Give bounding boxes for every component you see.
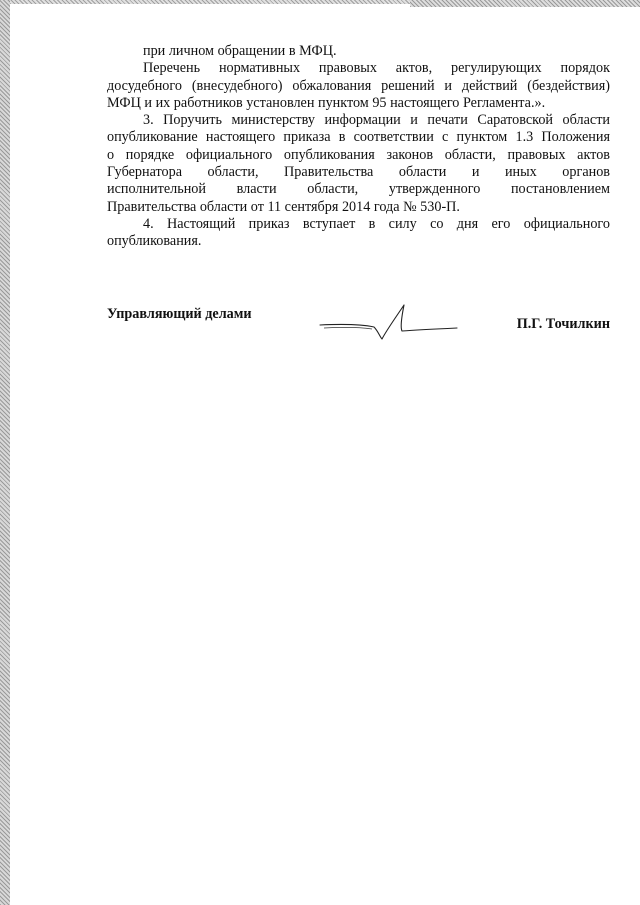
text-line: Правительства области от 11 сентября 2014 года № 530-П. bbox=[107, 198, 460, 215]
text-line: Перечень нормативных правовых актов, регулирующих порядок bbox=[143, 60, 610, 77]
text-line: о порядке официального опубликования законов области, правовых актов bbox=[107, 146, 610, 163]
scan-border-left bbox=[0, 0, 10, 905]
text-line: 3. Поручить министерству информации и печати Саратовской области bbox=[143, 112, 610, 129]
text-line: опубликование настоящего приказа в соответствии с пунктом 1.3 Положения bbox=[107, 129, 610, 146]
document-body bbox=[107, 43, 610, 251]
text-line: досудебного (внесудебного) обжалования решений и действий (бездействия) bbox=[107, 77, 610, 94]
text-line: исполнительной власти области, утвержденного постановлением bbox=[107, 181, 610, 198]
signature-block bbox=[107, 303, 610, 353]
text-line: 4. Настоящий приказ вступает в силу со дня его официального bbox=[143, 215, 610, 232]
scan-border-top-right bbox=[410, 0, 640, 7]
text-line: Губернатора области, Правительства области и иных органов bbox=[107, 164, 610, 181]
signer-name: П.Г. Точилкин bbox=[516, 316, 610, 332]
text-line: опубликования. bbox=[107, 233, 202, 250]
text-line: при личном обращении в МФЦ. bbox=[143, 43, 337, 59]
signer-title: Управляющий делами bbox=[107, 306, 252, 322]
text-line: МФЦ и их работников установлен пунктом 95 настоящего Регламента.». bbox=[107, 94, 546, 111]
handwritten-signature bbox=[312, 303, 462, 347]
